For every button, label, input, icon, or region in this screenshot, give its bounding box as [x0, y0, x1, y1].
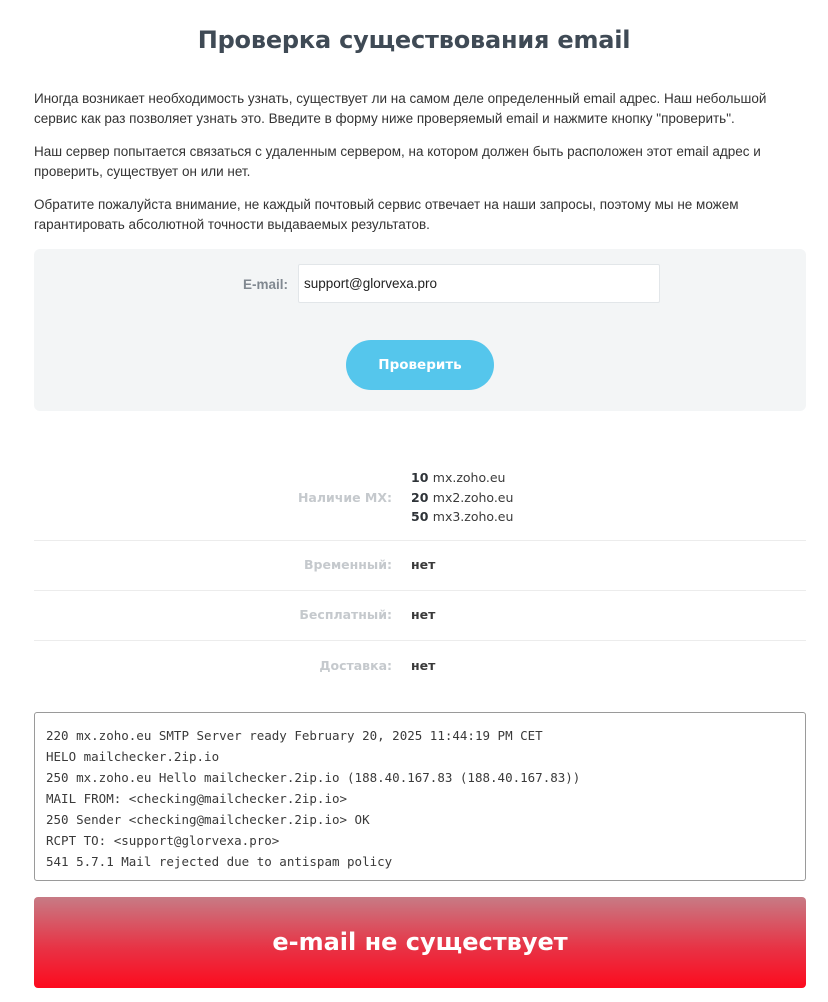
email-label: E-mail:	[243, 277, 289, 292]
mx-priority: 20	[411, 489, 429, 505]
page-title: Проверка существования email	[197, 26, 631, 54]
mx-priority: 10	[411, 470, 429, 486]
mx-record	[411, 507, 513, 527]
intro-paragraph-1: Иногда возникает необходимость узнать, существует ли на самом деле определенный email адрес. Наш небольшой сервис как раз позволяет узнать это. Введите в форму ниже проверяемый email и нажмите кнопку "проверить".	[34, 91, 767, 126]
temporary-label: Временный:	[304, 557, 392, 572]
mx-priority: 50	[411, 509, 429, 525]
mx-record	[411, 488, 513, 508]
log-line: 250 Sender <checking@mailchecker.2ip.io> OK	[46, 812, 370, 827]
log-line: HELO mailchecker.2ip.io	[46, 749, 220, 764]
log-line: 220 mx.zoho.eu SMTP Server ready February 20, 2025 11:44:19 PM CET	[46, 728, 543, 743]
email-check-form	[34, 249, 806, 411]
email-input[interactable]	[298, 264, 660, 303]
verdict-banner: e-mail не существует	[34, 897, 806, 988]
log-line: MAIL FROM: <checking@mailchecker.2ip.io>	[46, 791, 348, 806]
intro-paragraph-3: Обратите пожалуйста внимание, не каждый почтовый сервис отвечает на наши запросы, поэтому мы не можем гарантировать абсолютной точности выдаваемых результатов.	[34, 197, 739, 232]
temporary-value: нет	[411, 557, 436, 572]
result-row-free	[34, 591, 806, 641]
free-label: Бесплатный:	[299, 607, 392, 622]
mx-host: mx3.zoho.eu	[432, 509, 514, 525]
log-line: 541 5.7.1 Mail rejected due to antispam policy	[46, 854, 393, 869]
mx-list	[411, 468, 513, 527]
free-value: нет	[411, 607, 436, 622]
delivery-value: нет	[411, 657, 436, 673]
check-button[interactable]: Проверить	[346, 340, 494, 390]
intro-paragraph-2: Наш сервер попытается связаться с удаленным сервером, на котором должен быть расположен этот email адрес и проверить, существует он или нет.	[34, 144, 761, 179]
results-table	[34, 455, 806, 691]
smtp-log	[34, 712, 806, 881]
mx-host: mx2.zoho.eu	[432, 489, 514, 505]
mx-label: Наличие MX:	[297, 490, 392, 505]
log-line: 250 mx.zoho.eu Hello mailchecker.2ip.io (188.40.167.83 (188.40.167.83))	[46, 770, 581, 785]
log-line: RCPT TO: <support@glorvexa.pro>	[46, 833, 280, 848]
result-row-mx	[34, 455, 806, 541]
result-row-temporary	[34, 541, 806, 591]
mx-record	[411, 468, 513, 488]
delivery-label: Доставка:	[319, 657, 392, 673]
mx-host: mx.zoho.eu	[432, 470, 506, 486]
result-row-delivery	[34, 641, 806, 691]
